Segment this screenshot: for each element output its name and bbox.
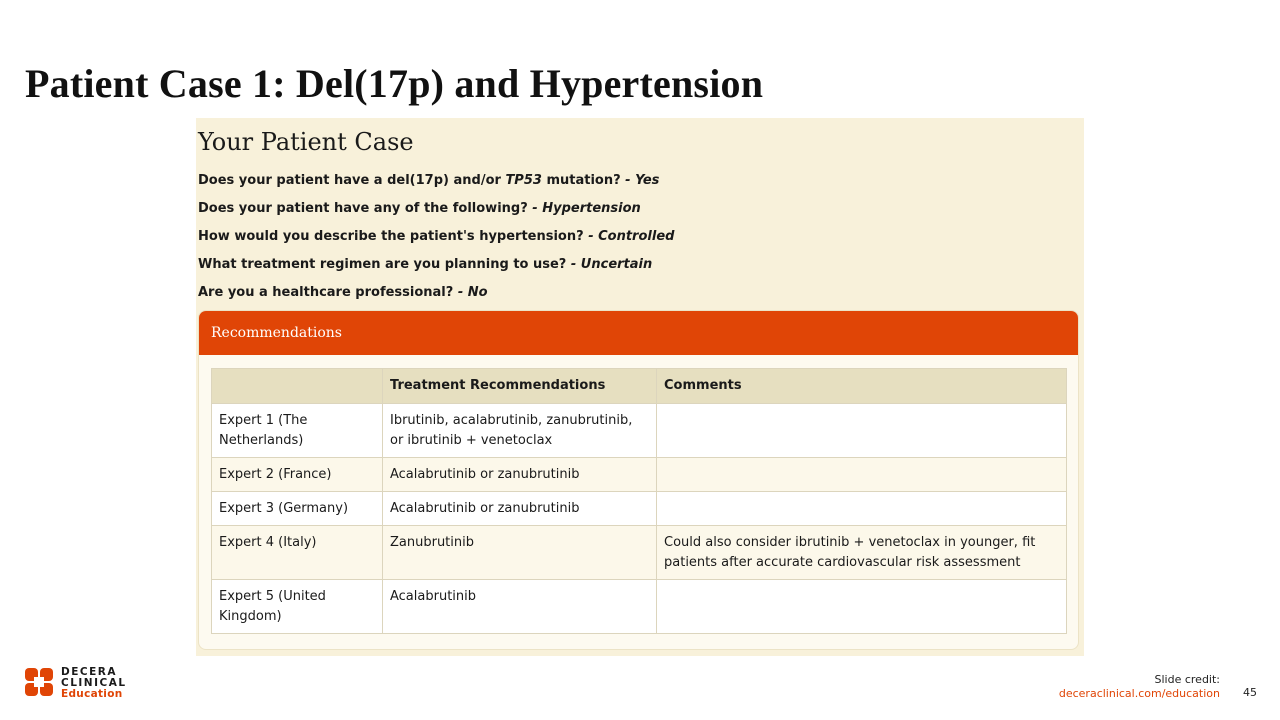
question-text: How would you describe the patient's hypertension? bbox=[198, 229, 584, 244]
recommendations-card bbox=[198, 310, 1079, 650]
comment-cell: Could also consider ibrutinib + venetoclax in younger, fit patients after accurate cardiovascular risk assessment bbox=[657, 526, 1067, 580]
slide-credit bbox=[1059, 673, 1220, 701]
comment-cell bbox=[657, 458, 1067, 492]
answer: - Hypertension bbox=[527, 201, 641, 216]
gene-name: TP53 bbox=[505, 173, 542, 188]
logo-line: Education bbox=[61, 688, 123, 700]
recommendations-header: Recommendations bbox=[199, 311, 1078, 355]
question-text: Are you a healthcare professional? bbox=[198, 285, 454, 300]
credit-link[interactable]: deceraclinical.com/education bbox=[1058, 687, 1220, 700]
comment-cell bbox=[657, 580, 1067, 634]
slide-title: Patient Case 1: Del(17p) and Hypertension bbox=[25, 61, 764, 106]
question-conditions bbox=[198, 201, 641, 216]
question-text: Does your patient have a del(17p) and/or bbox=[198, 173, 506, 188]
table-row bbox=[212, 458, 1067, 492]
table-row bbox=[212, 526, 1067, 580]
answer: - Yes bbox=[620, 173, 660, 188]
recommendations-table bbox=[211, 368, 1067, 634]
question-text: Does your patient have any of the following? bbox=[198, 201, 528, 216]
answer: - Uncertain bbox=[566, 257, 653, 272]
treatment-cell: Zanubrutinib bbox=[383, 526, 657, 580]
page-number: 45 bbox=[1243, 686, 1257, 699]
table-row bbox=[212, 492, 1067, 526]
patient-case-panel bbox=[196, 118, 1084, 656]
credit-label: Slide credit: bbox=[1154, 673, 1220, 686]
logo-wordmark bbox=[61, 667, 127, 700]
table-row bbox=[212, 404, 1067, 458]
table-header-row bbox=[212, 369, 1067, 404]
question-hypertension bbox=[198, 229, 674, 244]
expert-cell: Expert 5 (United Kingdom) bbox=[212, 580, 383, 634]
answer: - Controlled bbox=[583, 229, 675, 244]
question-del17p bbox=[198, 173, 659, 188]
column-header-comments: Comments bbox=[657, 369, 1067, 404]
question-text: mutation? bbox=[541, 173, 621, 188]
logo-line: DECERA bbox=[61, 666, 117, 678]
decera-logo-icon bbox=[25, 668, 53, 696]
expert-cell: Expert 4 (Italy) bbox=[212, 526, 383, 580]
table-row bbox=[212, 580, 1067, 634]
treatment-cell: Ibrutinib, acalabrutinib, zanubrutinib, or ibrutinib + venetoclax bbox=[383, 404, 657, 458]
treatment-cell: Acalabrutinib or zanubrutinib bbox=[383, 458, 657, 492]
expert-cell: Expert 1 (The Netherlands) bbox=[212, 404, 383, 458]
column-header-treatment: Treatment Recommendations bbox=[383, 369, 657, 404]
treatment-cell: Acalabrutinib or zanubrutinib bbox=[383, 492, 657, 526]
column-header-expert bbox=[212, 369, 383, 404]
panel-heading: Your Patient Case bbox=[198, 128, 414, 156]
comment-cell bbox=[657, 404, 1067, 458]
question-text: What treatment regimen are you planning to use? bbox=[198, 257, 567, 272]
treatment-cell: Acalabrutinib bbox=[383, 580, 657, 634]
question-hcp bbox=[198, 285, 488, 300]
expert-cell: Expert 3 (Germany) bbox=[212, 492, 383, 526]
answer: - No bbox=[453, 285, 488, 300]
logo-line: CLINICAL bbox=[61, 677, 127, 689]
comment-cell bbox=[657, 492, 1067, 526]
expert-cell: Expert 2 (France) bbox=[212, 458, 383, 492]
question-regimen bbox=[198, 257, 652, 272]
